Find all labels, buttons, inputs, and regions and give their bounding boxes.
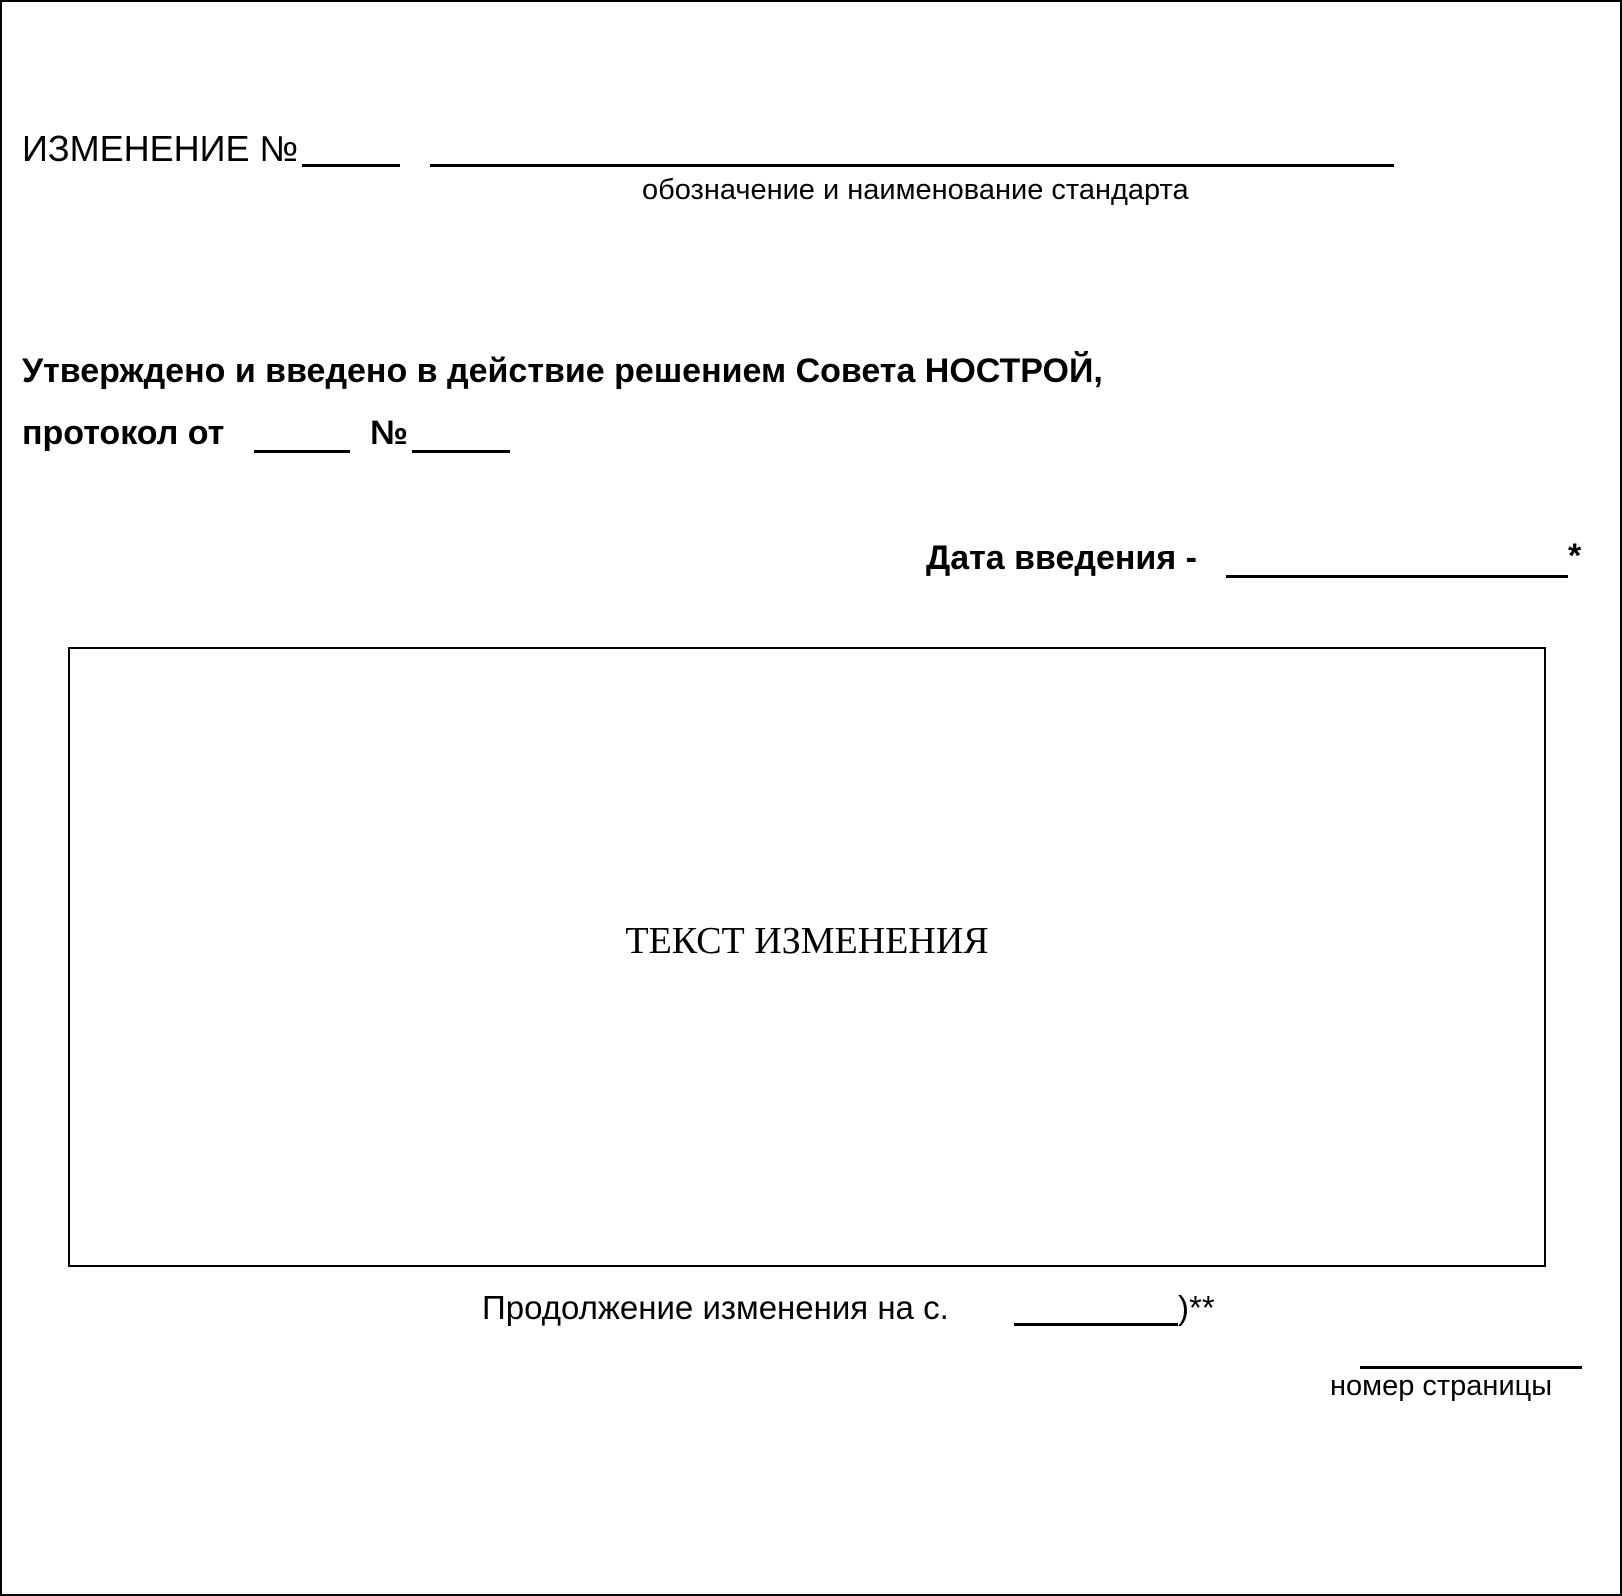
effective-date-blank [1226,575,1568,578]
protocol-number-blank [412,450,510,453]
approval-line: Утверждено и введено в действие решением Совета НОСТРОЙ, [22,352,1103,390]
effective-date-label: Дата введения - [926,539,1197,577]
continuation-page-blank [1014,1323,1178,1326]
change-text-box [68,647,1546,1267]
protocol-label: протокол от [22,414,225,452]
protocol-date-blank [254,450,350,453]
protocol-number-label: № [370,414,408,452]
page-number-blank [1360,1366,1582,1369]
continuation-suffix: )** [1178,1289,1215,1326]
standard-designation-blank [430,164,1394,167]
change-number-label: ИЗМЕНЕНИЕ № [22,128,299,169]
standard-caption: обозначение и наименование стандарта [642,174,1189,206]
change-text-placeholder: ТЕКСТ ИЗМЕНЕНИЯ [625,920,989,962]
continuation-label: Продолжение изменения на с. [482,1289,949,1326]
effective-date-footnote: * [1568,537,1582,575]
change-number-blank [302,164,400,167]
page-number-caption: номер страницы [1330,1370,1553,1402]
